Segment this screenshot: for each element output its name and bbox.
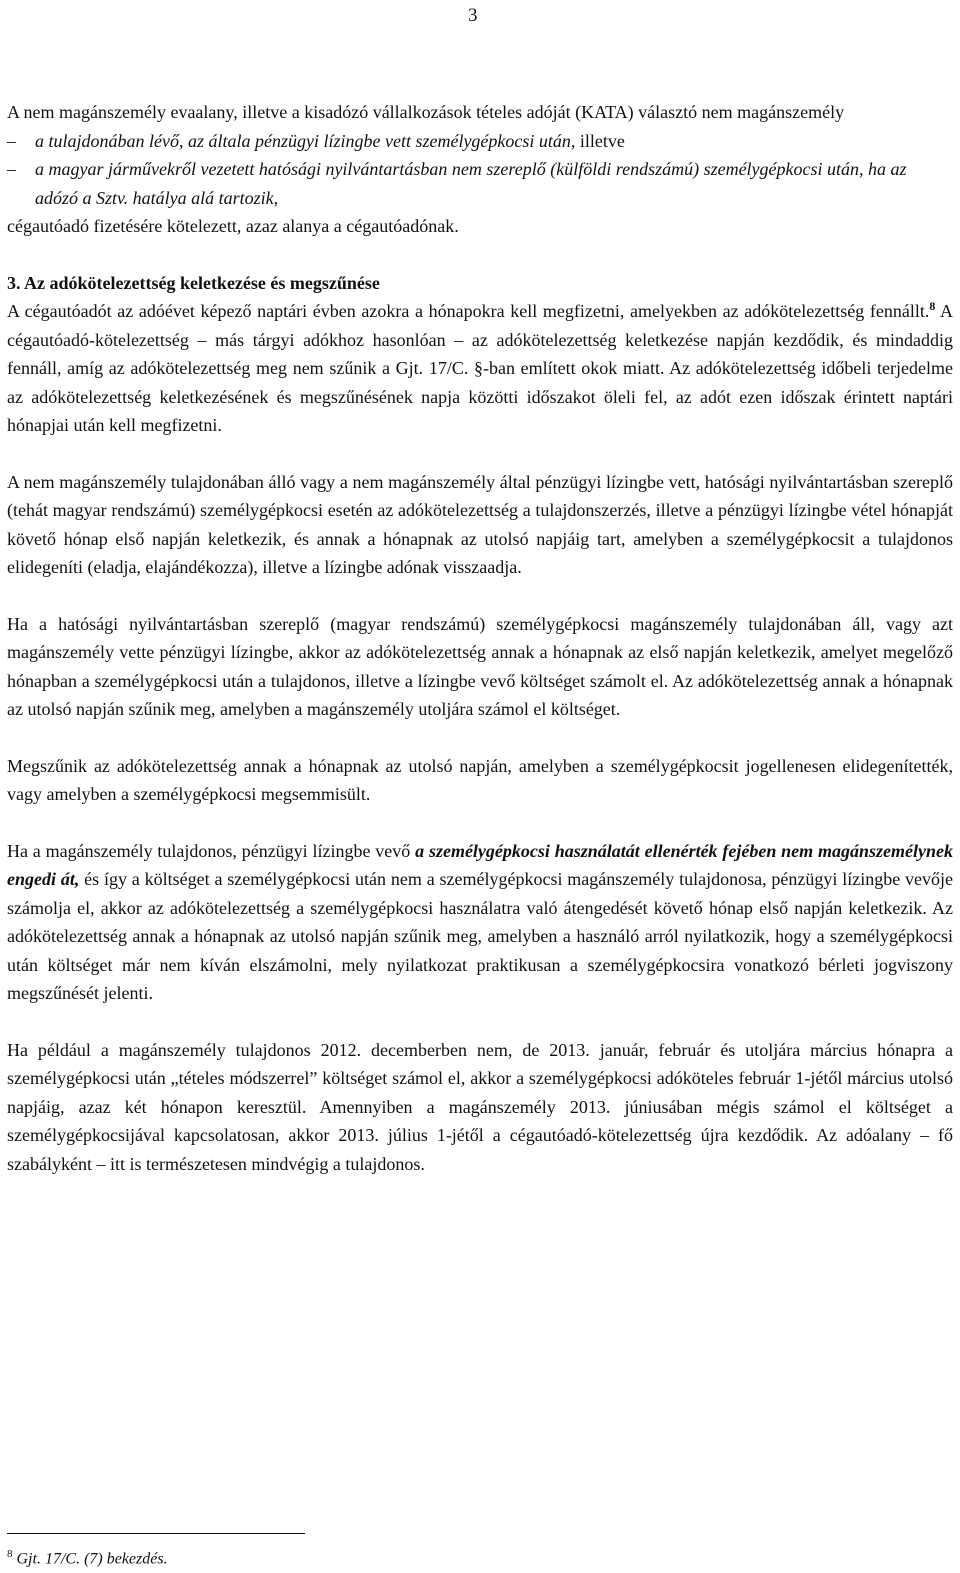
footnote-text: Gjt. 17/C. (7) bekezdés. (16, 1550, 168, 1568)
paragraph-2: A nem magánszemély tulajdonában álló vagy a nem magánszemély által pénzügyi lízingbe vett, hatósági nyilvántartásban szereplő (tehát magyar rendszámú) személygépkocsi esetén az adókötelezettség a tulajdonszerzés, illetve a pénzügyi lízingbe vétel hónapját követő hónap első napján keletkezik, és annak a hónapnak az utolsó napjáig tart, amelyben a személygépkocsit a tulajdonos elidegeníti (eladja, elajándékozza), illetve a lízingbe adónak visszaadja. (7, 471, 953, 577)
list-item (7, 155, 953, 212)
page-number: 3 (468, 5, 478, 26)
paragraph-4: Megszűnik az adókötelezettség annak a hónapnak az utolsó napján, amelyben a személygépkocsit jogellenesen elidegenítették, vagy amelyben a személygépkocsi megsemmisült. (7, 755, 953, 804)
page-content (7, 98, 953, 1206)
paragraph-5 (7, 837, 953, 1008)
paragraph-5-text-a: Ha a magánszemély tulajdonos, pénzügyi lízingbe vevő (7, 840, 416, 861)
dash-bullet: – (7, 159, 16, 179)
footnote-reference[interactable]: 8 (929, 299, 936, 313)
paragraph-5-text-b: és így a költséget a személygépkocsi után nem a személygépkocsi magánszemély tulajdonosa, pénzügyi lízingbe vevője számolja el, akkor az adókötelezettség a személygépkocsi használatra való átengedését követő hónap első napján keletkezik. Az adókötelezettség annak a hónapnak az utolsó napján szűnik meg, amelyben a használó arról nyilatkozik, hogy a személygépkocsi után költséget már nem kíván elszámolni, mely nyilatkozat praktikusan a személygépkocsira vonatkozó bérleti jogviszony megszűnését jelenti. (7, 869, 953, 1003)
paragraph-3: Ha a hatósági nyilvántartásban szereplő (magyar rendszámú) személygépkocsi magánszemély tulajdonában áll, vagy azt magánszemély vette pénzügyi lízingbe, akkor az adókötelezettség annak a hónapnak az első napján keletkezik, amelyet megelőző hónapban a személygépkocsi után a tulajdonos, illetve a lízingbe vevő költséget számolt el. Az adókötelezettség annak a hónapnak az utolsó napján szűnik meg, amelyben a magánszemély utoljára számol el költséget. (7, 613, 953, 719)
paragraph-6: Ha például a magánszemély tulajdonos 2012. decemberben nem, de 2013. január, február és utoljára március hónapra a személygépkocsi után „tételes módszerrel” költséget számol el, akkor a személygépkocsi adóköteles február 1-jétől március utolsó napjáig, azaz két hónapon keresztül. Amennyiben a magánszemély 2013. júniusában mégis számol el költséget a személygépkocsijával kapcsolatosan, akkor 2013. július 1-jétől a cégautóadó-kötelezettség újra kezdődik. Az adóalany – fő szabályként – itt is természetesen mindvégig a tulajdonos. (7, 1039, 953, 1174)
paragraph-1-text-b: A cégautóadó-kötelezettség – más tárgyi adókhoz hasonlóan – az adókötelezettség keletkezése napján kezdődik, és mindaddig fennáll, amíg az adókötelezettség meg nem szűnik a Gjt. 17/C. §-ban említett okok miatt. Az adókötelezettség időbeli terjedelme az adókötelezettség keletkezésének és megszűnésének napja közötti időszakot öleli fel, az adót ezen időszak érintett naptári hónapjai után kell megfizetni. (7, 301, 953, 435)
intro-conclusion: cégautóadó fizetésére kötelezett, azaz alanya a cégautóadónak. (7, 216, 459, 236)
intro-lead: A nem magánszemély evaalany, illetve a kisadózó vállalkozások tételes adóját (KATA) választó nem magánszemély (7, 102, 845, 122)
list-item-italic: a magyar járművekről vezetett hatósági nyilvántartásban nem szereplő (külföldi rendszámú) személygépkocsi után, ha az adózó a Sztv. hatálya alá tartozik, (35, 159, 907, 208)
footnote-mark: 8 (7, 1548, 13, 1560)
list-item-plain: illetve (575, 130, 625, 151)
footnote (7, 1543, 168, 1570)
section-heading: 3. Az adókötelezettség keletkezése és megszűnése (7, 272, 380, 293)
dash-bullet: – (7, 130, 16, 151)
list-item (7, 127, 953, 156)
paragraph-1-text-a: A cégautóadót az adóévet képező naptári évben azokra a hónapokra kell megfizetni, amelyekben az adókötelezettség fennállt. (7, 301, 930, 321)
footnote-divider (7, 1533, 305, 1534)
paragraph-1 (7, 297, 953, 440)
paragraph-5-emphasis: a személygépkocsi használatát ellenérték fejében nem magánszemélynek engedi át, (7, 840, 953, 889)
list-item-italic: a tulajdonában lévő, az általa pénzügyi lízingbe vett személygépkocsi után, (35, 130, 576, 151)
